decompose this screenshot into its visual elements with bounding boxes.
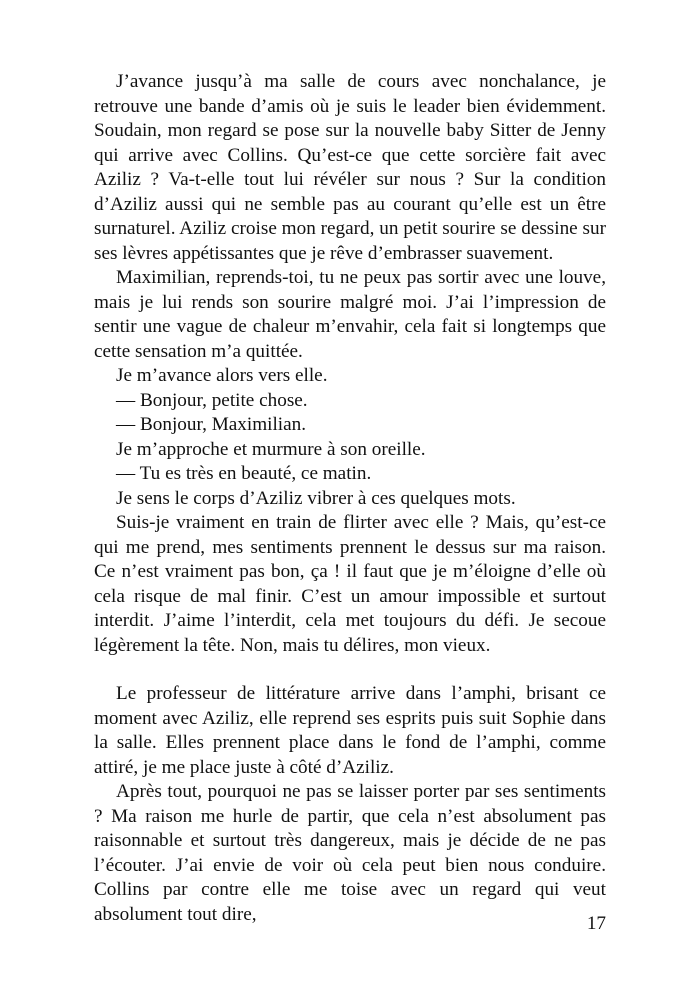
paragraph: Le professeur de littérature arrive dans l’amphi, brisant ce moment avec Aziliz, elle reprend ses esprits puis suit Sophie dans la salle. Elles prennent place dans le fond de l’amphi, comme attiré, je me place juste à côté d’Aziliz. (94, 683, 606, 778)
paragraph: Je m’approche et murmure à son oreille. (116, 438, 426, 460)
text-section-1 (94, 70, 606, 658)
paragraph: Suis-je vraiment en train de flirter avec elle ? Mais, qu’est-ce qui me prend, mes sentiments prennent le dessus sur ma raison. Ce n’est vraiment pas bon, ça ! il faut que je m’éloigne d’elle où cela risque de mal finir. C’est un amour impossible et surtout interdit. J’aime l’interdit, cela met toujours du défi. Je secoue légèrement la tête. Non, mais tu délires, mon vieux. (94, 512, 606, 656)
paragraph: Je m’avance alors vers elle. (116, 365, 328, 386)
paragraph: Maximilian, reprends-toi, tu ne peux pas sortir avec une louve, mais je lui rends son sourire malgré moi. J’ai l’impression de sentir une vague de chaleur m’envahir, cela fait si longtemps que cette sensation m’a quittée. (94, 267, 606, 362)
page-number: 17 (586, 913, 606, 934)
paragraph: Après tout, pourquoi ne pas se laisser porter par ses sentiments ? Ma raison me hurle de partir, que cela n’est absolument pas raisonnable et surtout très dangereux, mais je décide de ne pas l’écouter. J’ai envie de voir où cela peut bien nous conduire. Collins par contre elle me toise avec un regard qui veut absolument tout dire, (94, 781, 606, 925)
paragraph: Je sens le corps d’Aziliz vibrer à ces quelques mots. (116, 487, 516, 509)
text-section-2 (94, 682, 606, 927)
dialogue-line: — Bonjour, petite chose. (116, 389, 308, 411)
dialogue-line: — Tu es très en beauté, ce matin. (116, 463, 372, 484)
paragraph: J’avance jusqu’à ma salle de cours avec nonchalance, je retrouve une bande d’amis où je suis le leader bien évidemment. Soudain, mon regard se pose sur la nouvelle baby Sitter de Jenny qui arrive avec Collins. Qu’est-ce que cette sorcière fait avec Aziliz ? Va-t-elle tout lui révéler sur nous ? Sur la condition d’Aziliz aussi qui ne semble pas au courant qu’elle est un être surnaturel. Aziliz croise mon regard, un petit sourire se dessine sur ses lèvres appétissantes que je rêve d’embrasser suavement. (94, 71, 606, 264)
dialogue-line: — Bonjour, Maximilian. (116, 414, 307, 435)
